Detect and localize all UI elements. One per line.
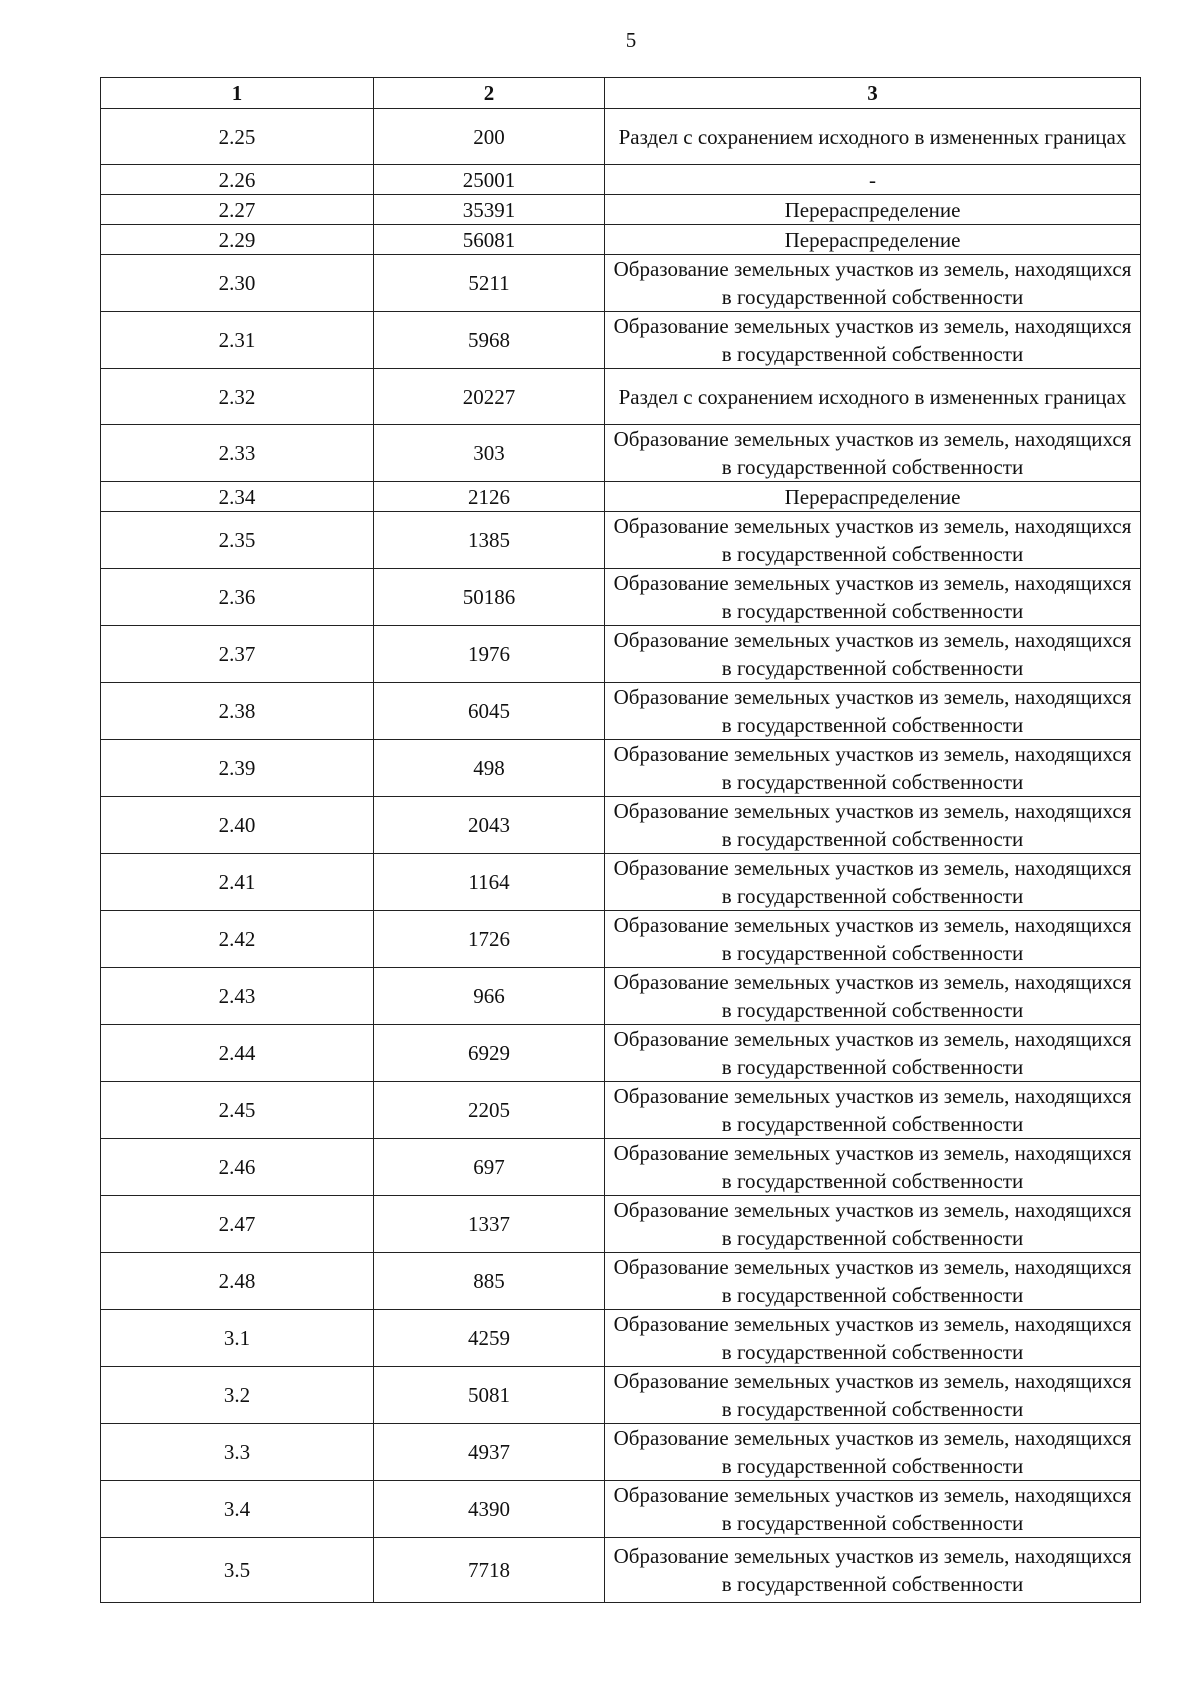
cell-description: Образование земельных участков из земель, находящихся в государственной собственности <box>605 1310 1141 1367</box>
cell-area: 56081 <box>374 225 605 255</box>
cell-description: Перераспределение <box>605 482 1141 512</box>
cell-number: 3.5 <box>101 1538 374 1603</box>
table-row <box>101 1424 1141 1481</box>
table-row <box>101 854 1141 911</box>
cell-description: Образование земельных участков из земель, находящихся в государственной собственности <box>605 797 1141 854</box>
cell-area: 885 <box>374 1253 605 1310</box>
cell-area: 966 <box>374 968 605 1025</box>
cell-number: 3.3 <box>101 1424 374 1481</box>
table-row <box>101 512 1141 569</box>
cell-area: 4259 <box>374 1310 605 1367</box>
table-row <box>101 740 1141 797</box>
cell-description: Образование земельных участков из земель, находящихся в государственной собственности <box>605 1424 1141 1481</box>
cell-number: 2.32 <box>101 369 374 425</box>
cell-number: 2.27 <box>101 195 374 225</box>
document-table <box>100 77 1141 1603</box>
table-row <box>101 1367 1141 1424</box>
cell-area: 50186 <box>374 569 605 626</box>
cell-number: 2.25 <box>101 109 374 165</box>
table-row <box>101 626 1141 683</box>
cell-area: 20227 <box>374 369 605 425</box>
cell-area: 2043 <box>374 797 605 854</box>
cell-area: 2126 <box>374 482 605 512</box>
table-row <box>101 1082 1141 1139</box>
cell-description: Образование земельных участков из земель, находящихся в государственной собственности <box>605 569 1141 626</box>
table-row <box>101 225 1141 255</box>
cell-description: Образование земельных участков из земель, находящихся в государственной собственности <box>605 1481 1141 1538</box>
cell-number: 2.33 <box>101 425 374 482</box>
table-header-row <box>101 78 1141 109</box>
cell-description: Образование земельных участков из земель, находящихся в государственной собственности <box>605 255 1141 312</box>
table-row <box>101 1481 1141 1538</box>
cell-description: Образование земельных участков из земель, находящихся в государственной собственности <box>605 1538 1141 1603</box>
document-table-container <box>100 77 1140 1603</box>
cell-number: 2.26 <box>101 165 374 195</box>
table-row <box>101 1025 1141 1082</box>
cell-number: 2.41 <box>101 854 374 911</box>
page-number: 5 <box>625 28 637 52</box>
cell-area: 1385 <box>374 512 605 569</box>
cell-number: 3.2 <box>101 1367 374 1424</box>
cell-description: - <box>605 165 1141 195</box>
column-header-2: 2 <box>374 78 605 109</box>
cell-area: 5211 <box>374 255 605 312</box>
cell-area: 5968 <box>374 312 605 369</box>
cell-description: Образование земельных участков из земель, находящихся в государственной собственности <box>605 1253 1141 1310</box>
table-row <box>101 482 1141 512</box>
cell-number: 2.30 <box>101 255 374 312</box>
cell-number: 2.42 <box>101 911 374 968</box>
cell-description: Образование земельных участков из земель, находящихся в государственной собственности <box>605 854 1141 911</box>
cell-area: 1337 <box>374 1196 605 1253</box>
table-row <box>101 425 1141 482</box>
cell-area: 1976 <box>374 626 605 683</box>
cell-description: Образование земельных участков из земель, находящихся в государственной собственности <box>605 512 1141 569</box>
cell-description: Перераспределение <box>605 195 1141 225</box>
table-row <box>101 968 1141 1025</box>
cell-area: 1164 <box>374 854 605 911</box>
column-header-3: 3 <box>605 78 1141 109</box>
table-row <box>101 683 1141 740</box>
cell-description: Раздел с сохранением исходного в измененных границах <box>605 109 1141 165</box>
table-row <box>101 1310 1141 1367</box>
table-row <box>101 797 1141 854</box>
cell-area: 5081 <box>374 1367 605 1424</box>
cell-description: Образование земельных участков из земель, находящихся в государственной собственности <box>605 1367 1141 1424</box>
table-row <box>101 911 1141 968</box>
cell-number: 2.38 <box>101 683 374 740</box>
table-row <box>101 569 1141 626</box>
cell-area: 200 <box>374 109 605 165</box>
table-body <box>101 109 1141 1603</box>
cell-area: 498 <box>374 740 605 797</box>
cell-description: Образование земельных участков из земель, находящихся в государственной собственности <box>605 1082 1141 1139</box>
cell-number: 2.29 <box>101 225 374 255</box>
cell-number: 3.4 <box>101 1481 374 1538</box>
cell-description: Образование земельных участков из земель, находящихся в государственной собственности <box>605 425 1141 482</box>
cell-description: Образование земельных участков из земель, находящихся в государственной собственности <box>605 683 1141 740</box>
table-row <box>101 1139 1141 1196</box>
cell-number: 2.48 <box>101 1253 374 1310</box>
cell-description: Образование земельных участков из земель, находящихся в государственной собственности <box>605 1139 1141 1196</box>
cell-area: 697 <box>374 1139 605 1196</box>
cell-area: 2205 <box>374 1082 605 1139</box>
cell-number: 2.45 <box>101 1082 374 1139</box>
table-row <box>101 312 1141 369</box>
cell-number: 2.31 <box>101 312 374 369</box>
cell-number: 2.35 <box>101 512 374 569</box>
cell-number: 2.39 <box>101 740 374 797</box>
cell-area: 4390 <box>374 1481 605 1538</box>
column-header-1: 1 <box>101 78 374 109</box>
cell-description: Раздел с сохранением исходного в измененных границах <box>605 369 1141 425</box>
cell-number: 2.44 <box>101 1025 374 1082</box>
table-row <box>101 165 1141 195</box>
cell-number: 2.46 <box>101 1139 374 1196</box>
cell-area: 7718 <box>374 1538 605 1603</box>
cell-description: Образование земельных участков из земель, находящихся в государственной собственности <box>605 968 1141 1025</box>
cell-area: 6045 <box>374 683 605 740</box>
cell-description: Образование земельных участков из земель, находящихся в государственной собственности <box>605 1196 1141 1253</box>
table-row <box>101 1253 1141 1310</box>
cell-description: Образование земельных участков из земель, находящихся в государственной собственности <box>605 626 1141 683</box>
cell-description: Образование земельных участков из земель, находящихся в государственной собственности <box>605 1025 1141 1082</box>
cell-area: 303 <box>374 425 605 482</box>
cell-number: 3.1 <box>101 1310 374 1367</box>
table-row <box>101 109 1141 165</box>
table-row <box>101 369 1141 425</box>
cell-number: 2.34 <box>101 482 374 512</box>
cell-area: 25001 <box>374 165 605 195</box>
cell-number: 2.36 <box>101 569 374 626</box>
table-row <box>101 1538 1141 1603</box>
cell-description: Образование земельных участков из земель, находящихся в государственной собственности <box>605 312 1141 369</box>
cell-description: Образование земельных участков из земель, находящихся в государственной собственности <box>605 911 1141 968</box>
table-row <box>101 1196 1141 1253</box>
cell-number: 2.40 <box>101 797 374 854</box>
cell-number: 2.43 <box>101 968 374 1025</box>
cell-description: Перераспределение <box>605 225 1141 255</box>
table-row <box>101 195 1141 225</box>
cell-number: 2.37 <box>101 626 374 683</box>
cell-area: 4937 <box>374 1424 605 1481</box>
cell-area: 6929 <box>374 1025 605 1082</box>
cell-number: 2.47 <box>101 1196 374 1253</box>
table-row <box>101 255 1141 312</box>
cell-area: 35391 <box>374 195 605 225</box>
cell-area: 1726 <box>374 911 605 968</box>
cell-description: Образование земельных участков из земель, находящихся в государственной собственности <box>605 740 1141 797</box>
